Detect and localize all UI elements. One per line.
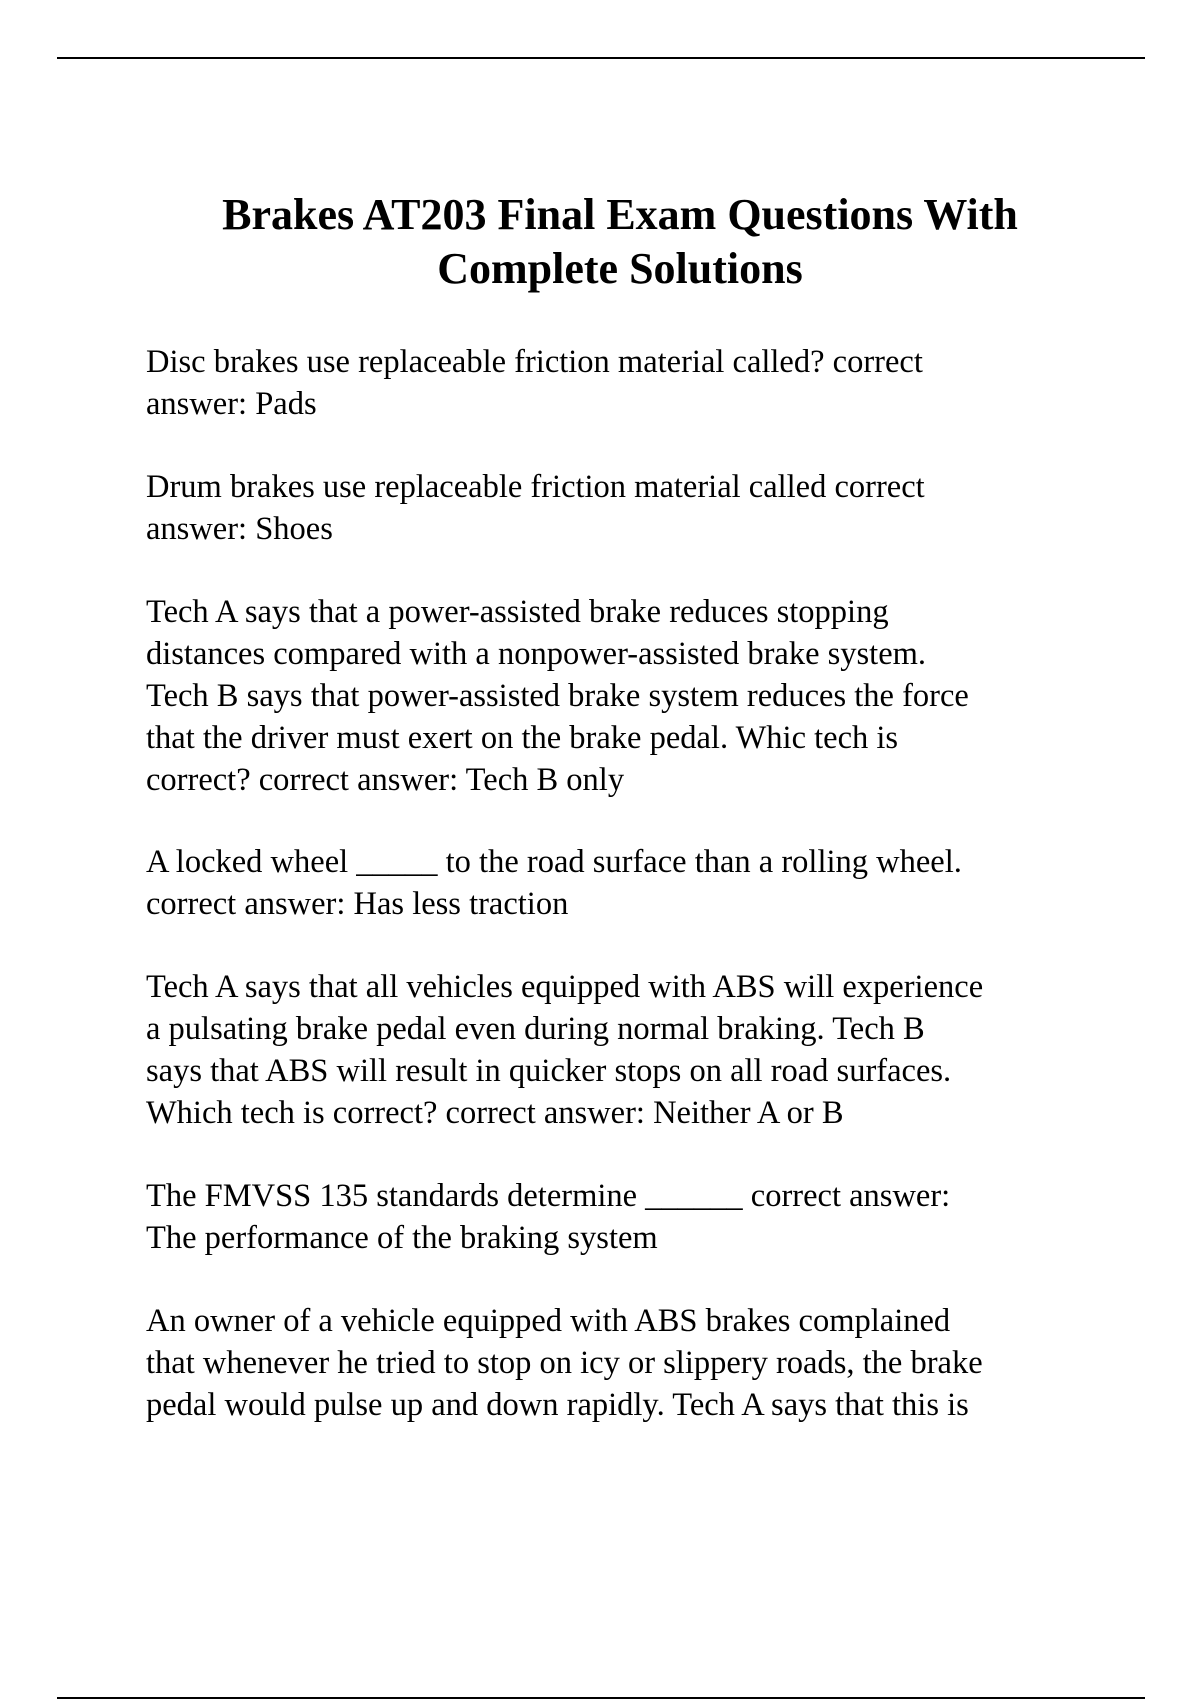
text-line: answer: Pads xyxy=(146,386,317,422)
text-line: that the driver must exert on the brake pedal. Whic tech is xyxy=(146,720,899,756)
text-line: An owner of a vehicle equipped with ABS brakes complained xyxy=(146,1303,951,1339)
qa-entry-power-assist xyxy=(146,591,1106,801)
qa-entry-abs-pedal xyxy=(146,966,1106,1134)
qa-entry-disc-brakes xyxy=(146,341,1106,425)
qa-entry-fmvss xyxy=(146,1175,1106,1259)
text-line: A locked wheel _____ to the road surface than a rolling wheel. xyxy=(146,844,962,880)
text-line: Disc brakes use replaceable friction material called? correct xyxy=(146,344,923,380)
top-rule xyxy=(57,57,1145,59)
title-line-1: Brakes AT203 Final Exam Questions With xyxy=(222,190,1018,239)
text-line: a pulsating brake pedal even during normal braking. Tech B xyxy=(146,1011,925,1047)
qa-entry-drum-brakes xyxy=(146,466,1106,550)
qa-entry-locked-wheel xyxy=(146,841,1106,925)
text-line: Drum brakes use replaceable friction material called correct xyxy=(146,469,925,505)
text-line: correct? correct answer: Tech B only xyxy=(146,762,625,798)
page-title xyxy=(130,188,1110,296)
qa-entry-abs-icy-roads xyxy=(146,1300,1106,1426)
text-line: Tech A says that a power-assisted brake reduces stopping xyxy=(146,594,889,630)
text-line: that whenever he tried to stop on icy or slippery roads, the brake xyxy=(146,1345,983,1381)
text-line: The FMVSS 135 standards determine ______ correct answer: xyxy=(146,1178,951,1214)
text-line: Tech B says that power-assisted brake system reduces the force xyxy=(146,678,969,714)
text-line: says that ABS will result in quicker stops on all road surfaces. xyxy=(146,1053,952,1089)
title-line-2: Complete Solutions xyxy=(437,244,803,293)
text-line: Tech A says that all vehicles equipped with ABS will experience xyxy=(146,969,984,1005)
text-line: correct answer: Has less traction xyxy=(146,886,569,922)
bottom-rule xyxy=(57,1697,1145,1699)
text-line: The performance of the braking system xyxy=(146,1220,658,1256)
text-line: pedal would pulse up and down rapidly. Tech A says that this is xyxy=(146,1387,969,1423)
text-line: distances compared with a nonpower-assisted brake system. xyxy=(146,636,927,672)
text-line: Which tech is correct? correct answer: Neither A or B xyxy=(146,1095,844,1131)
text-line: answer: Shoes xyxy=(146,511,333,547)
